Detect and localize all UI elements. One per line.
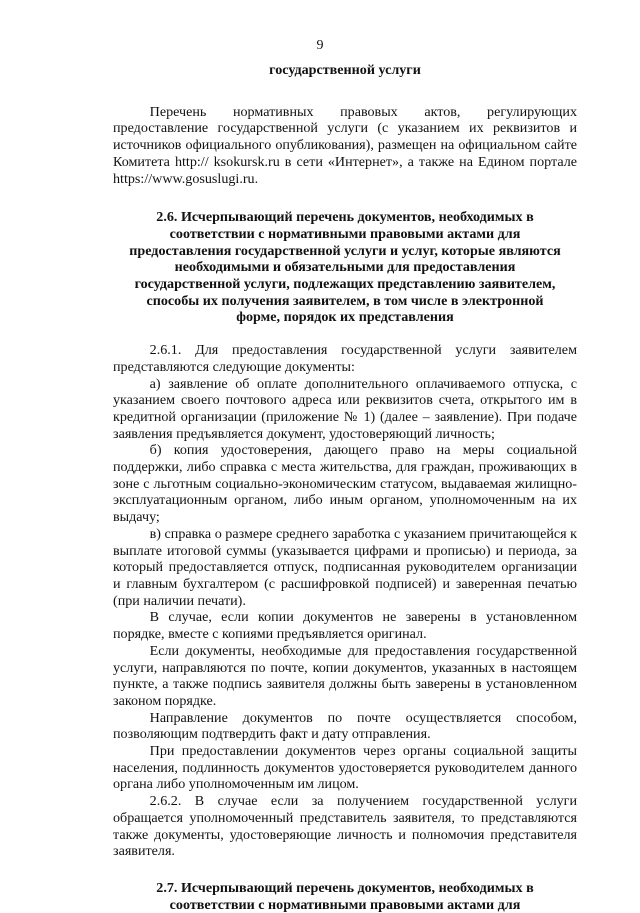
paragraph-social-protection: При предоставлении документов через органы социальной защиты населения, подлинность документов удостоверяется руководителем данного органа либо уполномоченным им лицом. [113, 743, 577, 793]
paragraph-mail-method: Направление документов по почте осуществляется способом, позволяющим подтвердить факт и дату отправления. [113, 709, 577, 743]
paragraph-2-6-1: 2.6.1. Для предоставления государственной услуги заявителем представляются следующие документы: [113, 342, 577, 375]
paragraph-mail: Если документы, необходимые для предоставления государственной услуги, направляются по почте, копии документов, указанных в настоящем пункте, а также подпись заявителя должны быть заверены в установленном законом порядке. [113, 642, 577, 709]
paragraph-copies: В случае, если копии документов не заверены в установленном порядке, вместе с копиями предъявляется оригинал. [113, 609, 577, 643]
paragraph-2-6-2: 2.6.2. В случае если за получением государственной услуги обращается уполномоченный представитель заявителя, то представляются также документы, удостоверяющие личность и полномочия представителя заявителя. [113, 793, 577, 860]
page-number: 9 [316, 38, 324, 53]
section-2-7-heading: 2.7. Исчерпывающий перечень документов, необходимых в соответствии с нормативными правовыми актами для [156, 879, 534, 913]
item-a: а) заявление об оплате дополнительного оплачиваемого отпуска, с указанием своего почтового адреса или реквизитов счета, открытого им в кредитной организации (приложение № 1) (далее – заявление). При подаче заявления предъявляется документ, удостоверяющий личность; [113, 375, 577, 442]
item-b: б) копия удостоверения, дающего право на меры социальной поддержки, либо справка с места жительства, для граждан, проживающих в зоне с льготным социально-экономическим статусом, выдаваемая жилищно-эксплуатационным органом, либо иным органом, уполномоченным на их выдачу; [113, 442, 577, 526]
intro-paragraph: Перечень нормативных правовых актов, регулирующих предоставление государственной услуги (с указанием их реквизитов и источников официального опубликования), размещен на официальном сайте Комитета http:// ksokursk.ru в сети «Интернет», а также на Едином портале https://www.gosuslugi.ru. [113, 103, 577, 187]
page-content [113, 62, 577, 913]
continued-heading: государственной услуги [269, 62, 421, 78]
section-2-6-heading: 2.6. Исчерпывающий перечень документов, необходимых в соответствии с нормативными правовыми актами для предоставления государственной услуги и услуг, которые являются необходимыми и обязательными для предоставления государственной услуги, подлежащих представлению заявителем, способы их получения заявителем, в том числе в электронной форме, порядок их представления [129, 209, 561, 326]
item-v: в) справка о размере среднего заработка с указанием причитающейся к выплате итоговой суммы (указывается цифрами и прописью) и периода, за который предоставляется отпуск, подписанная руководителем организации и главным бухгалтером (с расшифровкой подписей) и заверенная печатью (при наличии печати). [113, 525, 577, 609]
